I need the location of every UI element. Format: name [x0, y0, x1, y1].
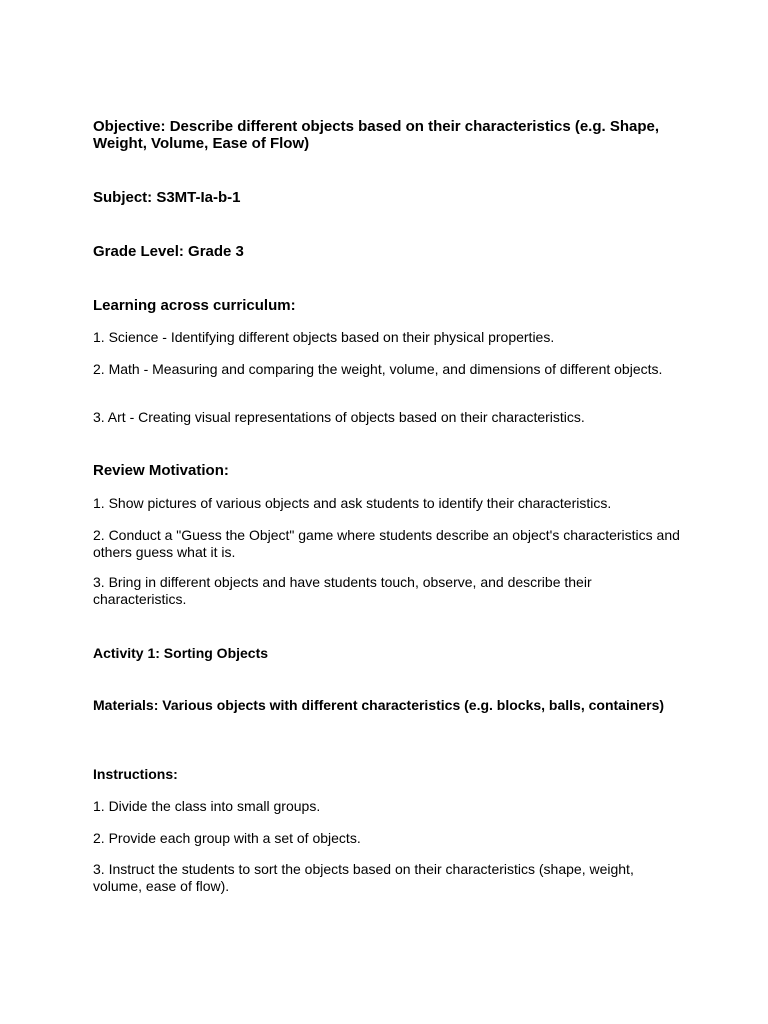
review-item-1: 1. Show pictures of various objects and ask students to identify their characteristics.: [93, 495, 612, 511]
instruction-item-1: 1. Divide the class into small groups.: [93, 798, 321, 814]
instructions-heading: Instructions:: [93, 766, 178, 782]
instruction-item-3: 3. Instruct the students to sort the objects based on their characteristics (shape, weight, volume, ease of flow).: [93, 861, 634, 894]
activity-title: Activity 1: Sorting Objects: [93, 645, 269, 661]
review-motivation-heading: Review Motivation:: [93, 462, 229, 479]
learning-item-art: 3. Art - Creating visual representations of objects based on their characteristics.: [93, 409, 585, 425]
learning-item-math: 2. Math - Measuring and comparing the weight, volume, and dimensions of different objects.: [93, 361, 663, 377]
learning-item-science: 1. Science - Identifying different objects based on their physical properties.: [93, 329, 555, 345]
materials-text: Materials: Various objects with different characteristics (e.g. blocks, balls, containers): [93, 697, 665, 713]
review-item-3: 3. Bring in different objects and have students touch, observe, and describe their characteristics.: [93, 574, 592, 607]
grade-level-heading: Grade Level: Grade 3: [93, 243, 244, 260]
objective-heading: Objective: Describe different objects based on their characteristics (e.g. Shape, Weight, Volume, Ease of Flow): [93, 118, 660, 152]
instruction-item-2: 2. Provide each group with a set of objects.: [93, 830, 361, 846]
learning-across-curriculum-heading: Learning across curriculum:: [93, 297, 296, 314]
review-item-2: 2. Conduct a "Guess the Object" game where students describe an object's characteristics and others guess what it is.: [93, 527, 680, 560]
subject-heading: Subject: S3MT-Ia-b-1: [93, 189, 241, 206]
